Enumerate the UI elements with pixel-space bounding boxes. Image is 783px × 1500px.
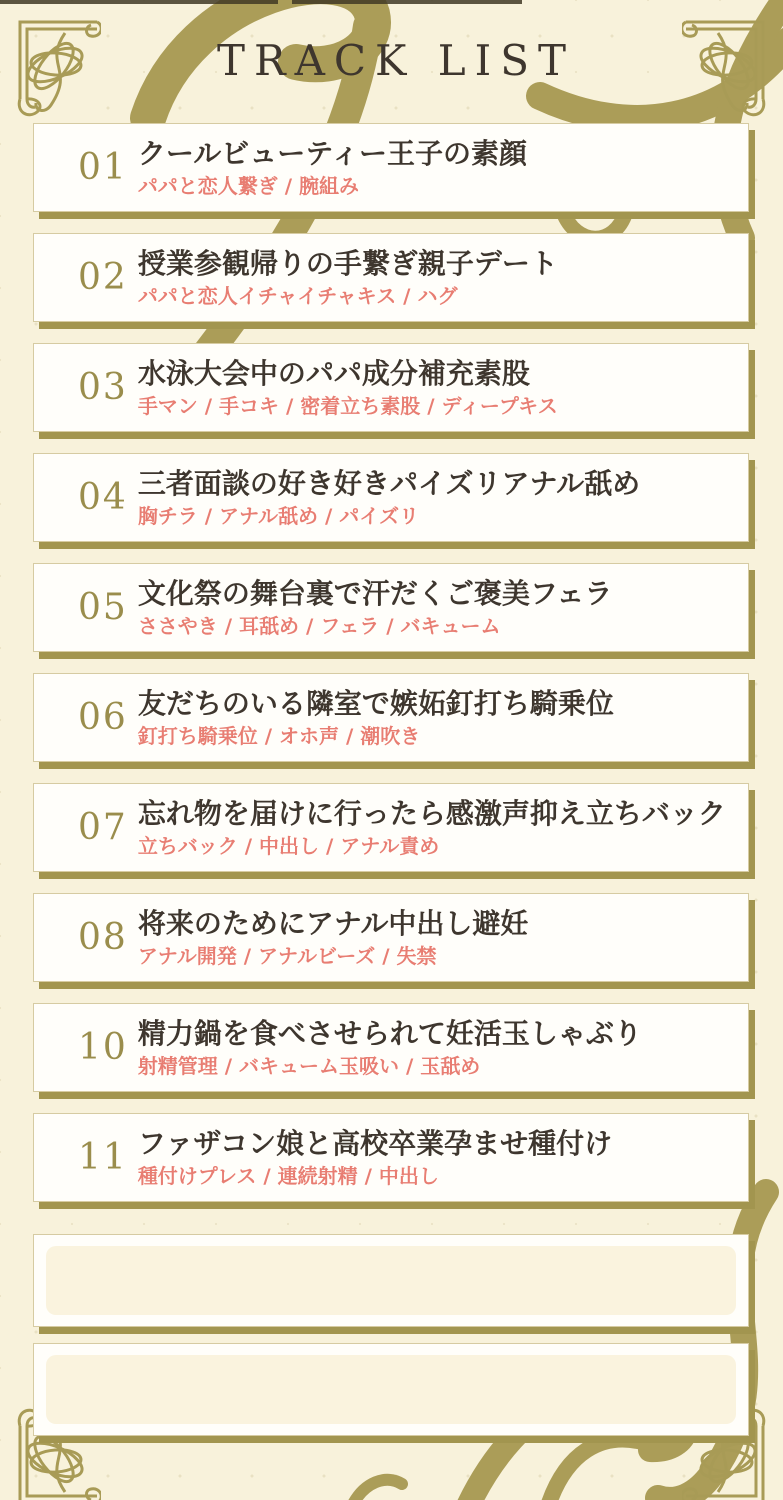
empty-card-inner [46, 1355, 736, 1424]
track-number: 04 [78, 476, 128, 518]
track-tags: ささやき / 耳舐め / フェラ / バキューム [137, 614, 501, 639]
track-text [138, 138, 527, 197]
track-tags: 射精管理 / バキューム玉吸い / 玉舐め [137, 1054, 481, 1079]
track-text [138, 358, 558, 417]
track-card [33, 1113, 749, 1202]
track-text [138, 1128, 612, 1187]
track-text [138, 578, 613, 637]
track-title: クールビューティー王子の素顔 [137, 136, 528, 170]
track-tags: パパと恋人繋ぎ / 腕組み [137, 174, 360, 199]
track-number: 03 [78, 366, 128, 408]
track-text [138, 468, 640, 527]
track-text [138, 248, 558, 307]
track-tags: 胸チラ / アナル舐め / パイズリ [137, 504, 420, 529]
track-number: 10 [78, 1026, 128, 1068]
track-card [33, 563, 749, 652]
track-text [138, 1018, 642, 1077]
track-title: 三者面談の好き好きパイズリアナル舐め [137, 466, 641, 500]
empty-card [33, 1343, 749, 1436]
track-number: 02 [78, 256, 128, 298]
track-text [138, 908, 529, 967]
track-number: 05 [78, 586, 128, 628]
track-number: 01 [78, 146, 128, 188]
track-number: 06 [78, 696, 128, 738]
track-card [33, 1003, 749, 1092]
track-card [33, 673, 749, 762]
track-title: 忘れ物を届けに行ったら感激声抑え立ちバック [137, 796, 726, 830]
track-card [33, 783, 749, 872]
track-card [33, 123, 749, 212]
track-text [138, 688, 614, 747]
track-tags: 釘打ち騎乗位 / オホ声 / 潮吹き [137, 724, 421, 749]
track-title: 授業参観帰りの手繋ぎ親子デート [137, 246, 558, 280]
track-card [33, 453, 749, 542]
track-number: 07 [78, 806, 128, 848]
track-tags: アナル開発 / アナルビーズ / 失禁 [137, 944, 437, 969]
track-title: ファザコン娘と高校卒業孕ませ種付け [137, 1126, 613, 1160]
track-text [138, 798, 726, 857]
track-card [33, 343, 749, 432]
empty-card-inner [46, 1246, 736, 1315]
track-title: 友だちのいる隣室で嫉妬釘打ち騎乗位 [137, 686, 614, 720]
track-title: 精力鍋を食べさせられて妊活玉しゃぶり [137, 1016, 642, 1050]
track-number: 11 [78, 1136, 128, 1178]
track-title: 将来のためにアナル中出し避妊 [137, 906, 529, 940]
empty-card [33, 1234, 749, 1327]
track-number: 08 [78, 916, 128, 958]
track-tags: 種付けプレス / 連続射精 / 中出し [137, 1164, 439, 1189]
track-tags: 立ちバック / 中出し / アナル責め [137, 834, 440, 859]
track-title: 水泳大会中のパパ成分補充素股 [137, 356, 530, 390]
track-card [33, 233, 749, 322]
header [0, 0, 783, 121]
track-card [33, 893, 749, 982]
track-tags: パパと恋人イチャイチャキス / ハグ [137, 284, 458, 309]
page-title: TRACK LIST [216, 36, 576, 85]
track-title: 文化祭の舞台裏で汗だくご褒美フェラ [137, 576, 613, 610]
track-tags: 手マン / 手コキ / 密着立ち素股 / ディープキス [137, 394, 558, 419]
track-list [0, 123, 783, 1436]
